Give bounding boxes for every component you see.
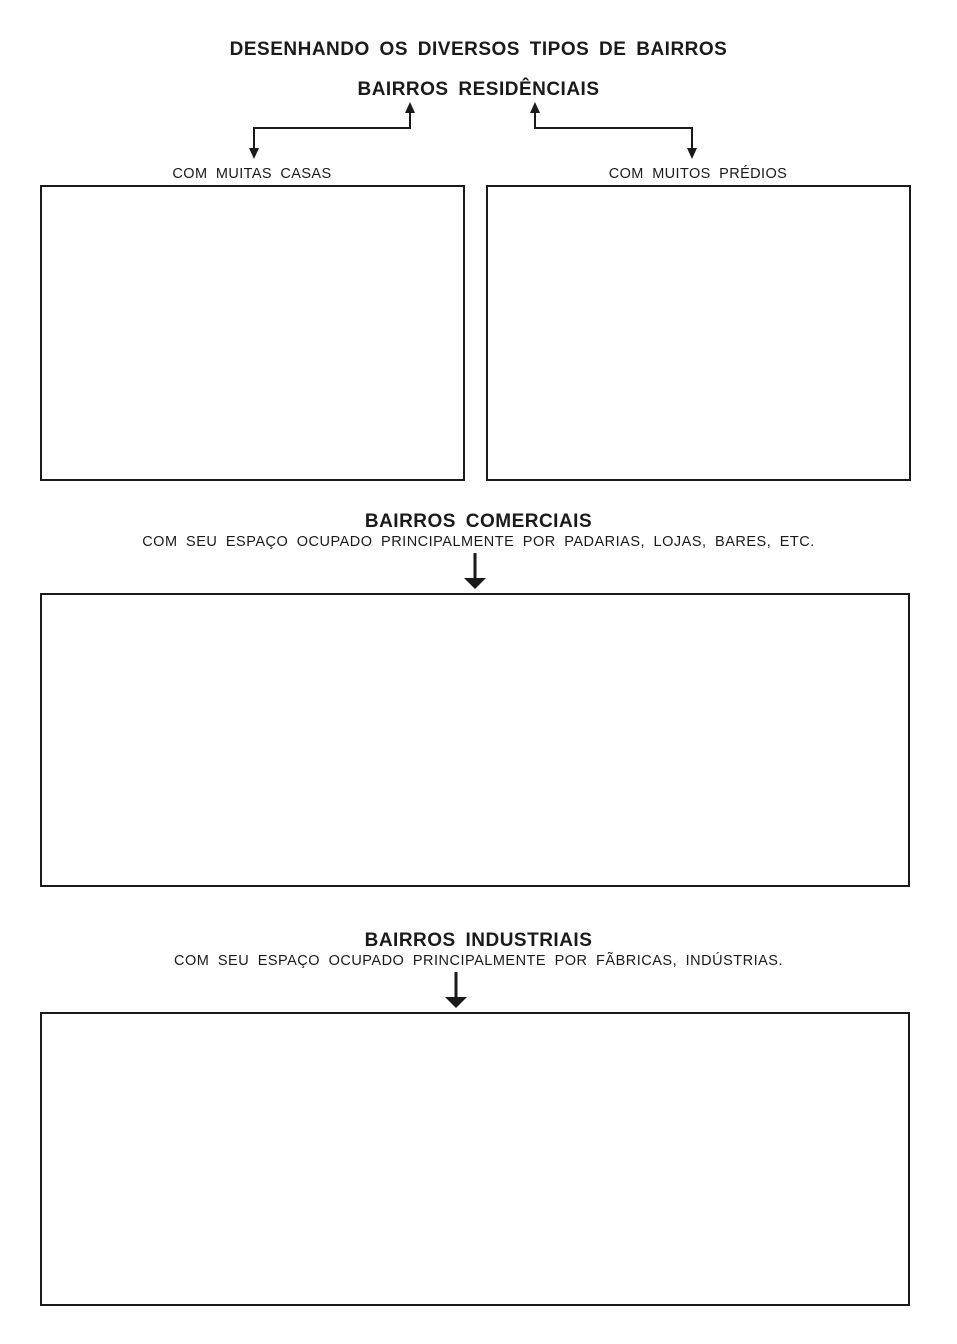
industrial-down-arrow	[445, 972, 467, 1008]
houses-label: COM MUITAS CASAS	[172, 166, 332, 182]
industrial-description: COM SEU ESPAÇO OCUPADO PRINCIPALMENTE POR FÃBRICAS, INDÚSTRIAS.	[174, 953, 783, 969]
residential-heading: BAIRROS RESIDÊNCIAIS	[357, 79, 600, 100]
commercial-description: COM SEU ESPAÇO OCUPADO PRINCIPALMENTE POR PADARIAS, LOJAS, BARES, ETC.	[142, 534, 815, 550]
commercial-heading: BAIRROS COMERCIAIS	[364, 511, 593, 532]
commercial-down-arrow	[464, 553, 486, 589]
commercial-drawing-box[interactable]	[40, 593, 910, 887]
right-branch-arrow	[530, 102, 697, 159]
left-branch-arrow	[249, 102, 415, 159]
buildings-drawing-box[interactable]	[486, 185, 911, 481]
houses-drawing-box[interactable]	[40, 185, 465, 481]
industrial-drawing-box[interactable]	[40, 1012, 910, 1306]
buildings-label: COM MUITOS PRÉDIOS	[608, 166, 788, 182]
industrial-heading: BAIRROS INDUSTRIAIS	[364, 930, 593, 951]
page-title: DESENHANDO OS DIVERSOS TIPOS DE BAIRROS	[229, 39, 728, 60]
